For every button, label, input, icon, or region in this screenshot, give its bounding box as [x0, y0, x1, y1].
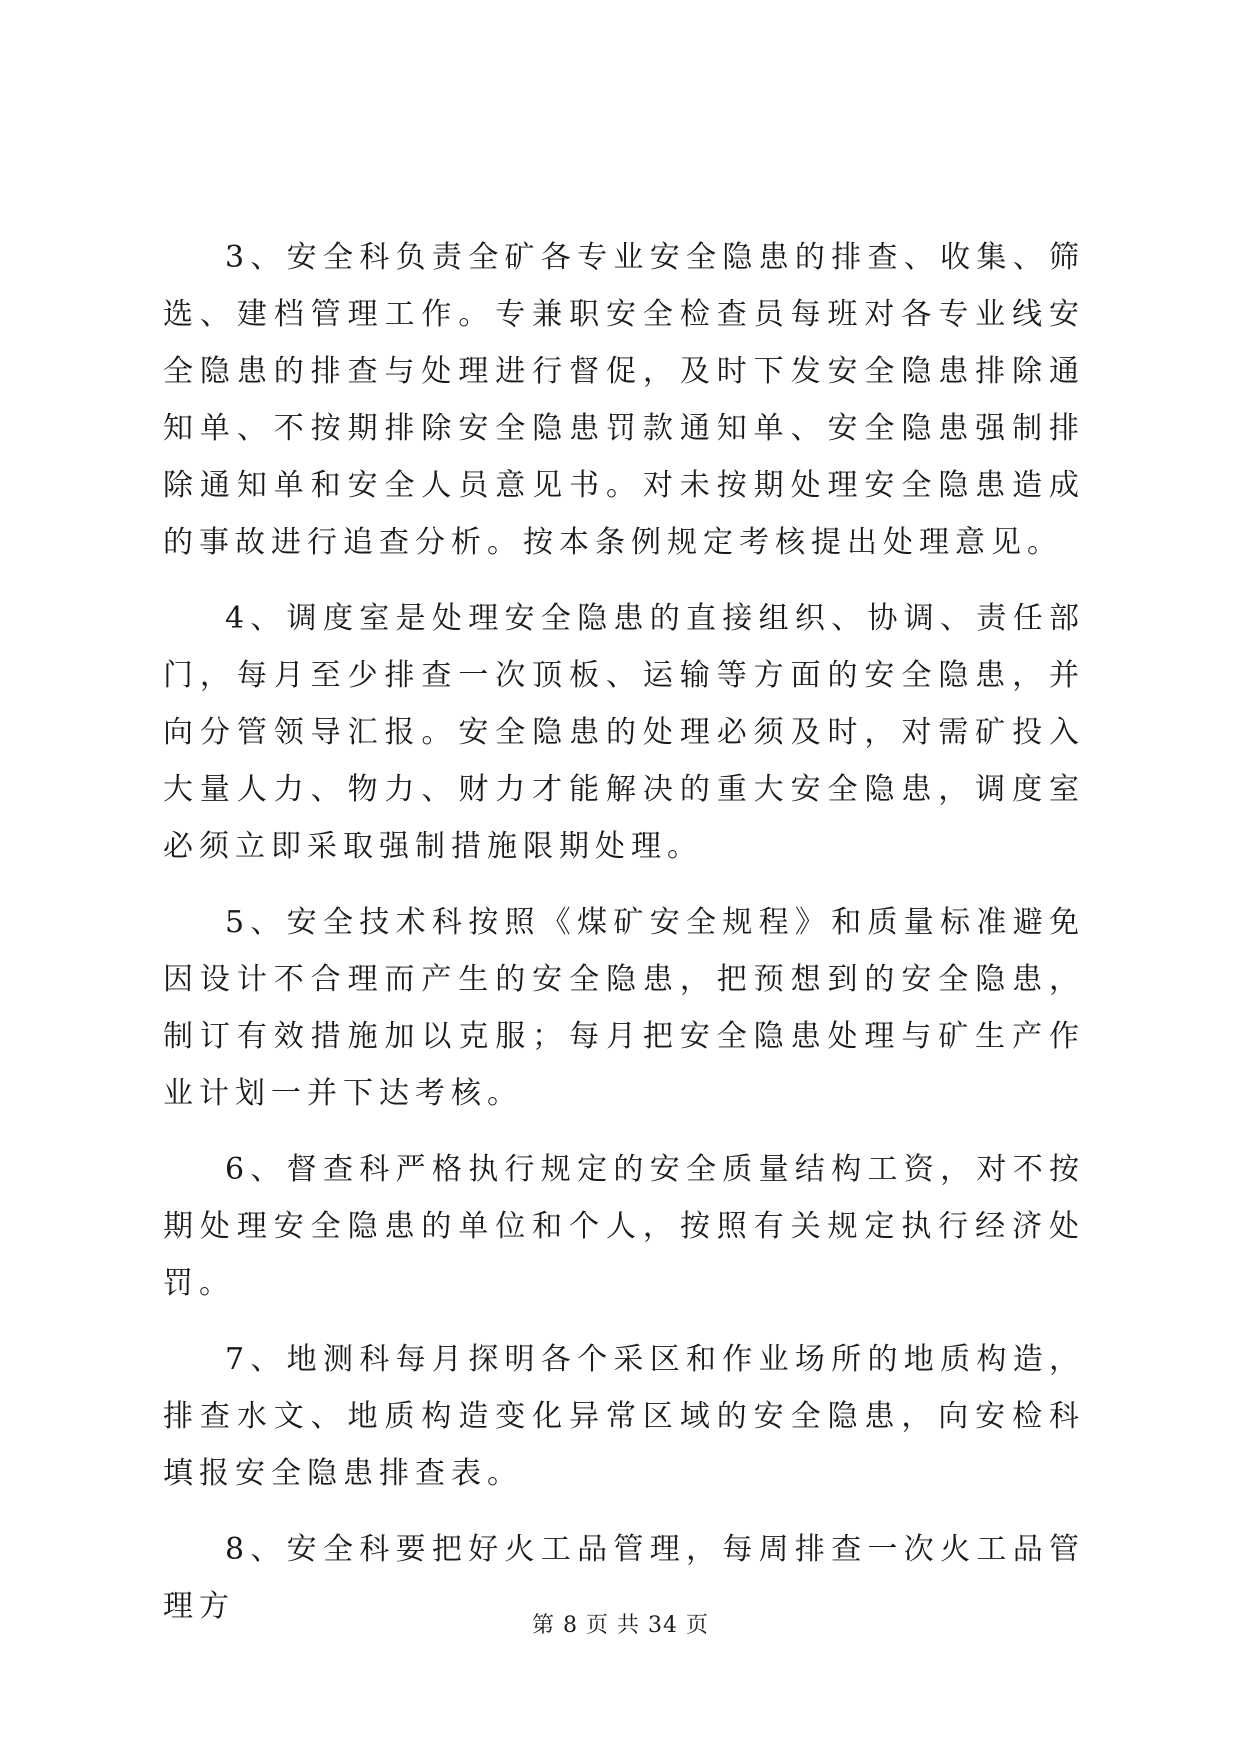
page-number-footer: 第 8 页 共 34 页	[532, 1613, 709, 1638]
paragraph-6: 6、督查科严格执行规定的安全质量结构工资，对不按期处理安全隐患的单位和个人，按照有关规定执行经济处罚。	[163, 1152, 1085, 1301]
paragraph-5: 5、安全技术科按照《煤矿安全规程》和质量标准避免因设计不合理而产生的安全隐患，把预想到的安全隐患，制订有效措施加以克服；每月把安全隐患处理与矿生产作业计划一并下达考核。	[163, 905, 1085, 1111]
paragraph-3: 3、安全科负责全矿各专业安全隐患的排查、收集、筛选、建档管理工作。专兼职安全检查员每班对各专业线安全隐患的排查与处理进行督促，及时下发安全隐患排除通知单、不按期排除安全隐患罚款通知单、安全隐患强制排除通知单和安全人员意见书。对未按期处理安全隐患造成的事故进行追查分析。按本条例规定考核提出处理意见。	[163, 240, 1085, 560]
paragraph-8: 8、安全科要把好火工品管理，每周排查一次火工品管理方	[163, 1532, 1085, 1624]
document-body	[163, 229, 1085, 1654]
paragraph-4: 4、调度室是处理安全隐患的直接组织、协调、责任部门，每月至少排查一次顶板、运输等方面的安全隐患，并向分管领导汇报。安全隐患的处理必须及时，对需矿投入大量人力、物力、财力才能解决的重大安全隐患，调度室必须立即采取强制措施限期处理。	[163, 601, 1085, 864]
paragraph-7: 7、地测科每月探明各个采区和作业场所的地质构造，排查水文、地质构造变化异常区域的安全隐患，向安检科填报安全隐患排查表。	[163, 1342, 1085, 1491]
